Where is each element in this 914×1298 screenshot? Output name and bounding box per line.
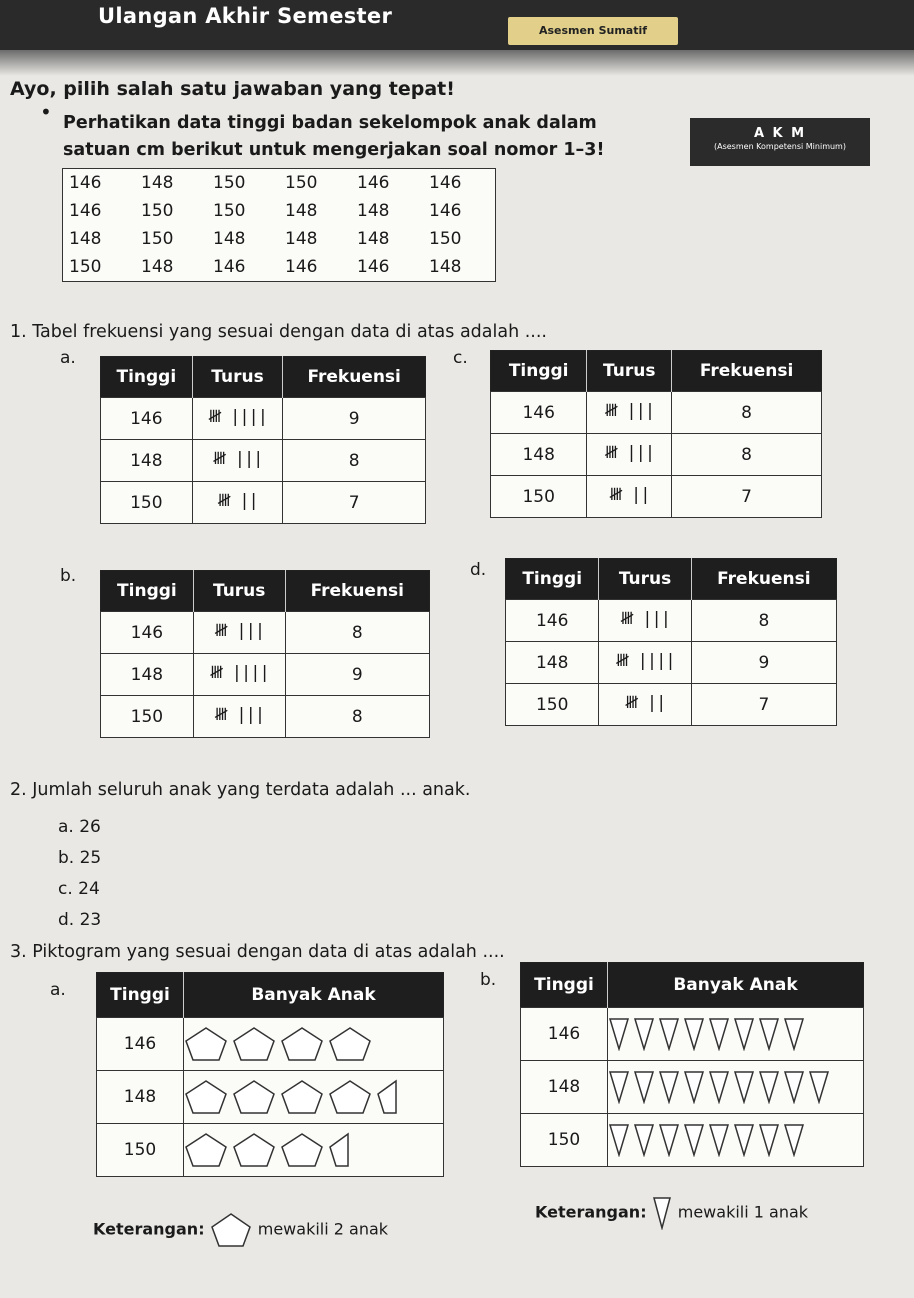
- pt-label-cell: 150: [97, 1124, 184, 1177]
- q3-option-b-letter: b.: [480, 970, 497, 990]
- triangle-icon: [633, 1070, 655, 1104]
- raw-data-cell: 146: [429, 201, 462, 221]
- ft-cell: 150: [101, 482, 193, 524]
- ft-cell: 7: [691, 684, 836, 726]
- tally-cell: 𝍸 ||||: [599, 642, 691, 684]
- triangle-icon: [608, 1070, 630, 1104]
- ft-header-cell: Tinggi: [491, 351, 587, 392]
- instruction: Ayo, pilih salah satu jawaban yang tepat!: [10, 78, 455, 100]
- raw-data-cell: 146: [69, 201, 102, 221]
- raw-data-cell: 150: [141, 201, 174, 221]
- triangle-icon: [733, 1123, 755, 1157]
- raw-data-cell: 148: [141, 173, 174, 193]
- tally-cell: 𝍸 ||: [587, 476, 672, 518]
- raw-data-cell: 150: [69, 257, 102, 277]
- pt-label-cell: 146: [521, 1008, 608, 1061]
- question-1: 1. Tabel frekuensi yang sesuai dengan data di atas adalah ....: [10, 322, 547, 342]
- half-pentagon-icon: [376, 1079, 398, 1115]
- raw-data-cell: 150: [213, 173, 246, 193]
- pentagon-icon: [210, 1212, 252, 1248]
- ft-header-cell: Tinggi: [506, 559, 599, 600]
- pentagon-icon: [232, 1026, 276, 1062]
- ft-cell: 148: [506, 642, 599, 684]
- pt-label-cell: 148: [97, 1071, 184, 1124]
- triangle-icon: [708, 1070, 730, 1104]
- ft-cell: 150: [506, 684, 599, 726]
- triangle-icon: [633, 1017, 655, 1051]
- raw-data-cell: 150: [429, 229, 462, 249]
- raw-data-cell: 148: [69, 229, 102, 249]
- pt-icons-cell: [184, 1124, 444, 1177]
- tally-cell: 𝍸 ||: [192, 482, 283, 524]
- pentagon-icon: [232, 1132, 276, 1168]
- ft-row: [491, 392, 822, 434]
- q1-option-d-table[interactable]: [505, 558, 837, 726]
- q3-option-a-table[interactable]: [96, 972, 444, 1177]
- triangle-icon: [658, 1017, 680, 1051]
- triangle-icon: [708, 1017, 730, 1051]
- raw-data-cell: 148: [429, 257, 462, 277]
- tally-cell: 𝍸 |||: [587, 434, 672, 476]
- triangle-icon: [758, 1070, 780, 1104]
- ft-header-cell: Turus: [193, 571, 285, 612]
- pentagon-icon: [280, 1132, 324, 1168]
- ft-cell: 150: [491, 476, 587, 518]
- triangle-icon: [733, 1017, 755, 1051]
- pt-icons-cell: [608, 1114, 864, 1167]
- ft-cell: 150: [101, 696, 194, 738]
- legend-a-label: Keterangan:: [93, 1219, 205, 1239]
- ft-cell: 8: [672, 434, 822, 476]
- ft-cell: 148: [101, 440, 193, 482]
- raw-data-row: [63, 169, 496, 198]
- triangle-icon: [758, 1123, 780, 1157]
- ft-row: [101, 654, 430, 696]
- pentagon-icon: [184, 1026, 228, 1062]
- legend-a-text: mewakili 2 anak: [257, 1219, 389, 1239]
- pt-header-cell: Banyak Anak: [184, 973, 444, 1018]
- triangle-icon: [783, 1123, 805, 1157]
- pt-label-cell: 148: [521, 1061, 608, 1114]
- raw-data-cell: 146: [285, 257, 318, 277]
- raw-data-row: [63, 253, 496, 282]
- triangle-icon: [652, 1196, 672, 1230]
- q2-option-d[interactable]: d. 23: [58, 910, 102, 930]
- q3-option-a-letter: a.: [50, 980, 66, 1000]
- pt-icons-cell: [184, 1018, 444, 1071]
- raw-data-cell: 150: [285, 173, 318, 193]
- ft-header-cell: Tinggi: [101, 571, 194, 612]
- raw-data-cell: 148: [141, 257, 174, 277]
- q3-a-legend: [93, 1212, 388, 1248]
- ft-header-cell: Turus: [599, 559, 691, 600]
- triangle-icon: [683, 1123, 705, 1157]
- tally-cell: 𝍸 |||: [193, 612, 285, 654]
- tally-cell: 𝍸 ||||: [193, 654, 285, 696]
- raw-data-row: [63, 197, 496, 225]
- ft-row: [506, 642, 837, 684]
- ft-cell: 9: [285, 654, 429, 696]
- triangle-icon: [608, 1017, 630, 1051]
- header-badge: Asesmen Sumatif: [508, 17, 678, 45]
- ft-cell: 8: [285, 696, 429, 738]
- pt-header-cell: Tinggi: [521, 963, 608, 1008]
- ft-row: [506, 684, 837, 726]
- triangle-icon: [783, 1070, 805, 1104]
- pentagon-icon: [328, 1026, 372, 1062]
- q3-option-b-table[interactable]: [520, 962, 864, 1167]
- q2-option-b[interactable]: b. 25: [58, 848, 102, 868]
- pentagon-icon: [280, 1079, 324, 1115]
- bullet-icon: •: [40, 100, 52, 124]
- akm-subtitle: (Asesmen Kompetensi Minimum): [714, 142, 846, 151]
- raw-data-cell: 148: [357, 229, 390, 249]
- ft-cell: 8: [283, 440, 426, 482]
- page-title: Ulangan Akhir Semester: [98, 4, 393, 28]
- q3-b-legend: [535, 1196, 808, 1230]
- q2-option-c[interactable]: c. 24: [58, 879, 100, 899]
- legend-b-label: Keterangan:: [535, 1202, 647, 1222]
- tally-cell: 𝍸 |||: [193, 696, 285, 738]
- ft-row: [101, 482, 426, 524]
- pentagon-icon: [328, 1079, 372, 1115]
- ft-row: [491, 476, 822, 518]
- intro-text: [63, 110, 703, 164]
- tally-cell: 𝍸 ||: [599, 684, 691, 726]
- ft-cell: 7: [283, 482, 426, 524]
- pt-row: [97, 1071, 444, 1124]
- tally-cell: 𝍸 ||||: [192, 398, 283, 440]
- akm-title: A K M: [753, 126, 807, 141]
- ft-row: [506, 600, 837, 642]
- ft-row: [101, 612, 430, 654]
- pt-header-cell: Tinggi: [97, 973, 184, 1018]
- ft-cell: 8: [285, 612, 429, 654]
- pt-row: [521, 1061, 864, 1114]
- ft-cell: 146: [101, 398, 193, 440]
- triangle-icon: [708, 1123, 730, 1157]
- triangle-icon: [733, 1070, 755, 1104]
- ft-cell: 148: [491, 434, 587, 476]
- raw-data-cell: 146: [213, 257, 246, 277]
- q2-option-a[interactable]: a. 26: [58, 817, 101, 837]
- half-pentagon-icon: [328, 1132, 350, 1168]
- raw-data-row: [63, 225, 496, 253]
- intro-line-1: Perhatikan data tinggi badan sekelompok anak dalam: [63, 113, 597, 133]
- pt-header-cell: Banyak Anak: [608, 963, 864, 1008]
- pt-label-cell: 150: [521, 1114, 608, 1167]
- tally-cell: 𝍸 |||: [599, 600, 691, 642]
- legend-b-text: mewakili 1 anak: [677, 1202, 809, 1222]
- pt-row: [97, 1124, 444, 1177]
- triangle-icon: [683, 1017, 705, 1051]
- pt-row: [97, 1018, 444, 1071]
- ft-cell: 146: [491, 392, 587, 434]
- pt-label-cell: 146: [97, 1018, 184, 1071]
- triangle-icon: [608, 1123, 630, 1157]
- q1-option-a-table[interactable]: [100, 356, 426, 524]
- pentagon-icon: [280, 1026, 324, 1062]
- akm-badge: [690, 118, 870, 166]
- pt-row: [521, 1114, 864, 1167]
- ft-header-cell: Turus: [192, 357, 283, 398]
- raw-data-cell: 146: [69, 173, 102, 193]
- question-3: 3. Piktogram yang sesuai dengan data di atas adalah ....: [10, 942, 505, 962]
- intro-line-2: satuan cm berikut untuk mengerjakan soal nomor 1–3!: [63, 140, 605, 160]
- raw-data-cell: 148: [285, 201, 318, 221]
- ft-header-cell: Frekuensi: [283, 357, 426, 398]
- triangle-icon: [783, 1017, 805, 1051]
- ft-cell: 8: [691, 600, 836, 642]
- tally-cell: 𝍸 |||: [587, 392, 672, 434]
- ft-row: [101, 696, 430, 738]
- ft-cell: 8: [672, 392, 822, 434]
- pt-icons-cell: [608, 1061, 864, 1114]
- ft-cell: 146: [101, 612, 194, 654]
- triangle-icon: [658, 1123, 680, 1157]
- q1-option-b-table[interactable]: [100, 570, 430, 738]
- triangle-icon: [658, 1070, 680, 1104]
- raw-data-cell: 146: [357, 257, 390, 277]
- triangle-icon: [683, 1070, 705, 1104]
- q1-option-c-letter: c.: [453, 348, 468, 368]
- ft-cell: 146: [506, 600, 599, 642]
- triangle-icon: [758, 1017, 780, 1051]
- ft-header-cell: Frekuensi: [691, 559, 836, 600]
- ft-cell: 148: [101, 654, 194, 696]
- question-2: 2. Jumlah seluruh anak yang terdata adalah ... anak.: [10, 780, 471, 800]
- q1-option-a-letter: a.: [60, 348, 76, 368]
- ft-header-cell: Tinggi: [101, 357, 193, 398]
- header-shadow: [0, 50, 914, 76]
- pt-row: [521, 1008, 864, 1061]
- triangle-icon: [808, 1070, 830, 1104]
- triangle-icon: [633, 1123, 655, 1157]
- q1-option-c-table[interactable]: [490, 350, 822, 518]
- pentagon-icon: [232, 1079, 276, 1115]
- raw-data-cell: 148: [285, 229, 318, 249]
- ft-cell: 9: [691, 642, 836, 684]
- raw-data-cell: 146: [357, 173, 390, 193]
- ft-header-cell: Turus: [587, 351, 672, 392]
- pt-icons-cell: [184, 1071, 444, 1124]
- raw-data-cell: 150: [213, 201, 246, 221]
- tally-cell: 𝍸 |||: [192, 440, 283, 482]
- raw-data-table: [62, 168, 496, 282]
- ft-row: [491, 434, 822, 476]
- raw-data-cell: 150: [141, 229, 174, 249]
- ft-row: [101, 440, 426, 482]
- pentagon-icon: [184, 1079, 228, 1115]
- raw-data-cell: 148: [213, 229, 246, 249]
- pt-icons-cell: [608, 1008, 864, 1061]
- ft-row: [101, 398, 426, 440]
- ft-header-cell: Frekuensi: [285, 571, 429, 612]
- ft-cell: 7: [672, 476, 822, 518]
- ft-header-cell: Frekuensi: [672, 351, 822, 392]
- ft-cell: 9: [283, 398, 426, 440]
- q1-option-d-letter: d.: [470, 560, 487, 580]
- q1-option-b-letter: b.: [60, 566, 77, 586]
- raw-data-cell: 148: [357, 201, 390, 221]
- pentagon-icon: [184, 1132, 228, 1168]
- raw-data-cell: 146: [429, 173, 462, 193]
